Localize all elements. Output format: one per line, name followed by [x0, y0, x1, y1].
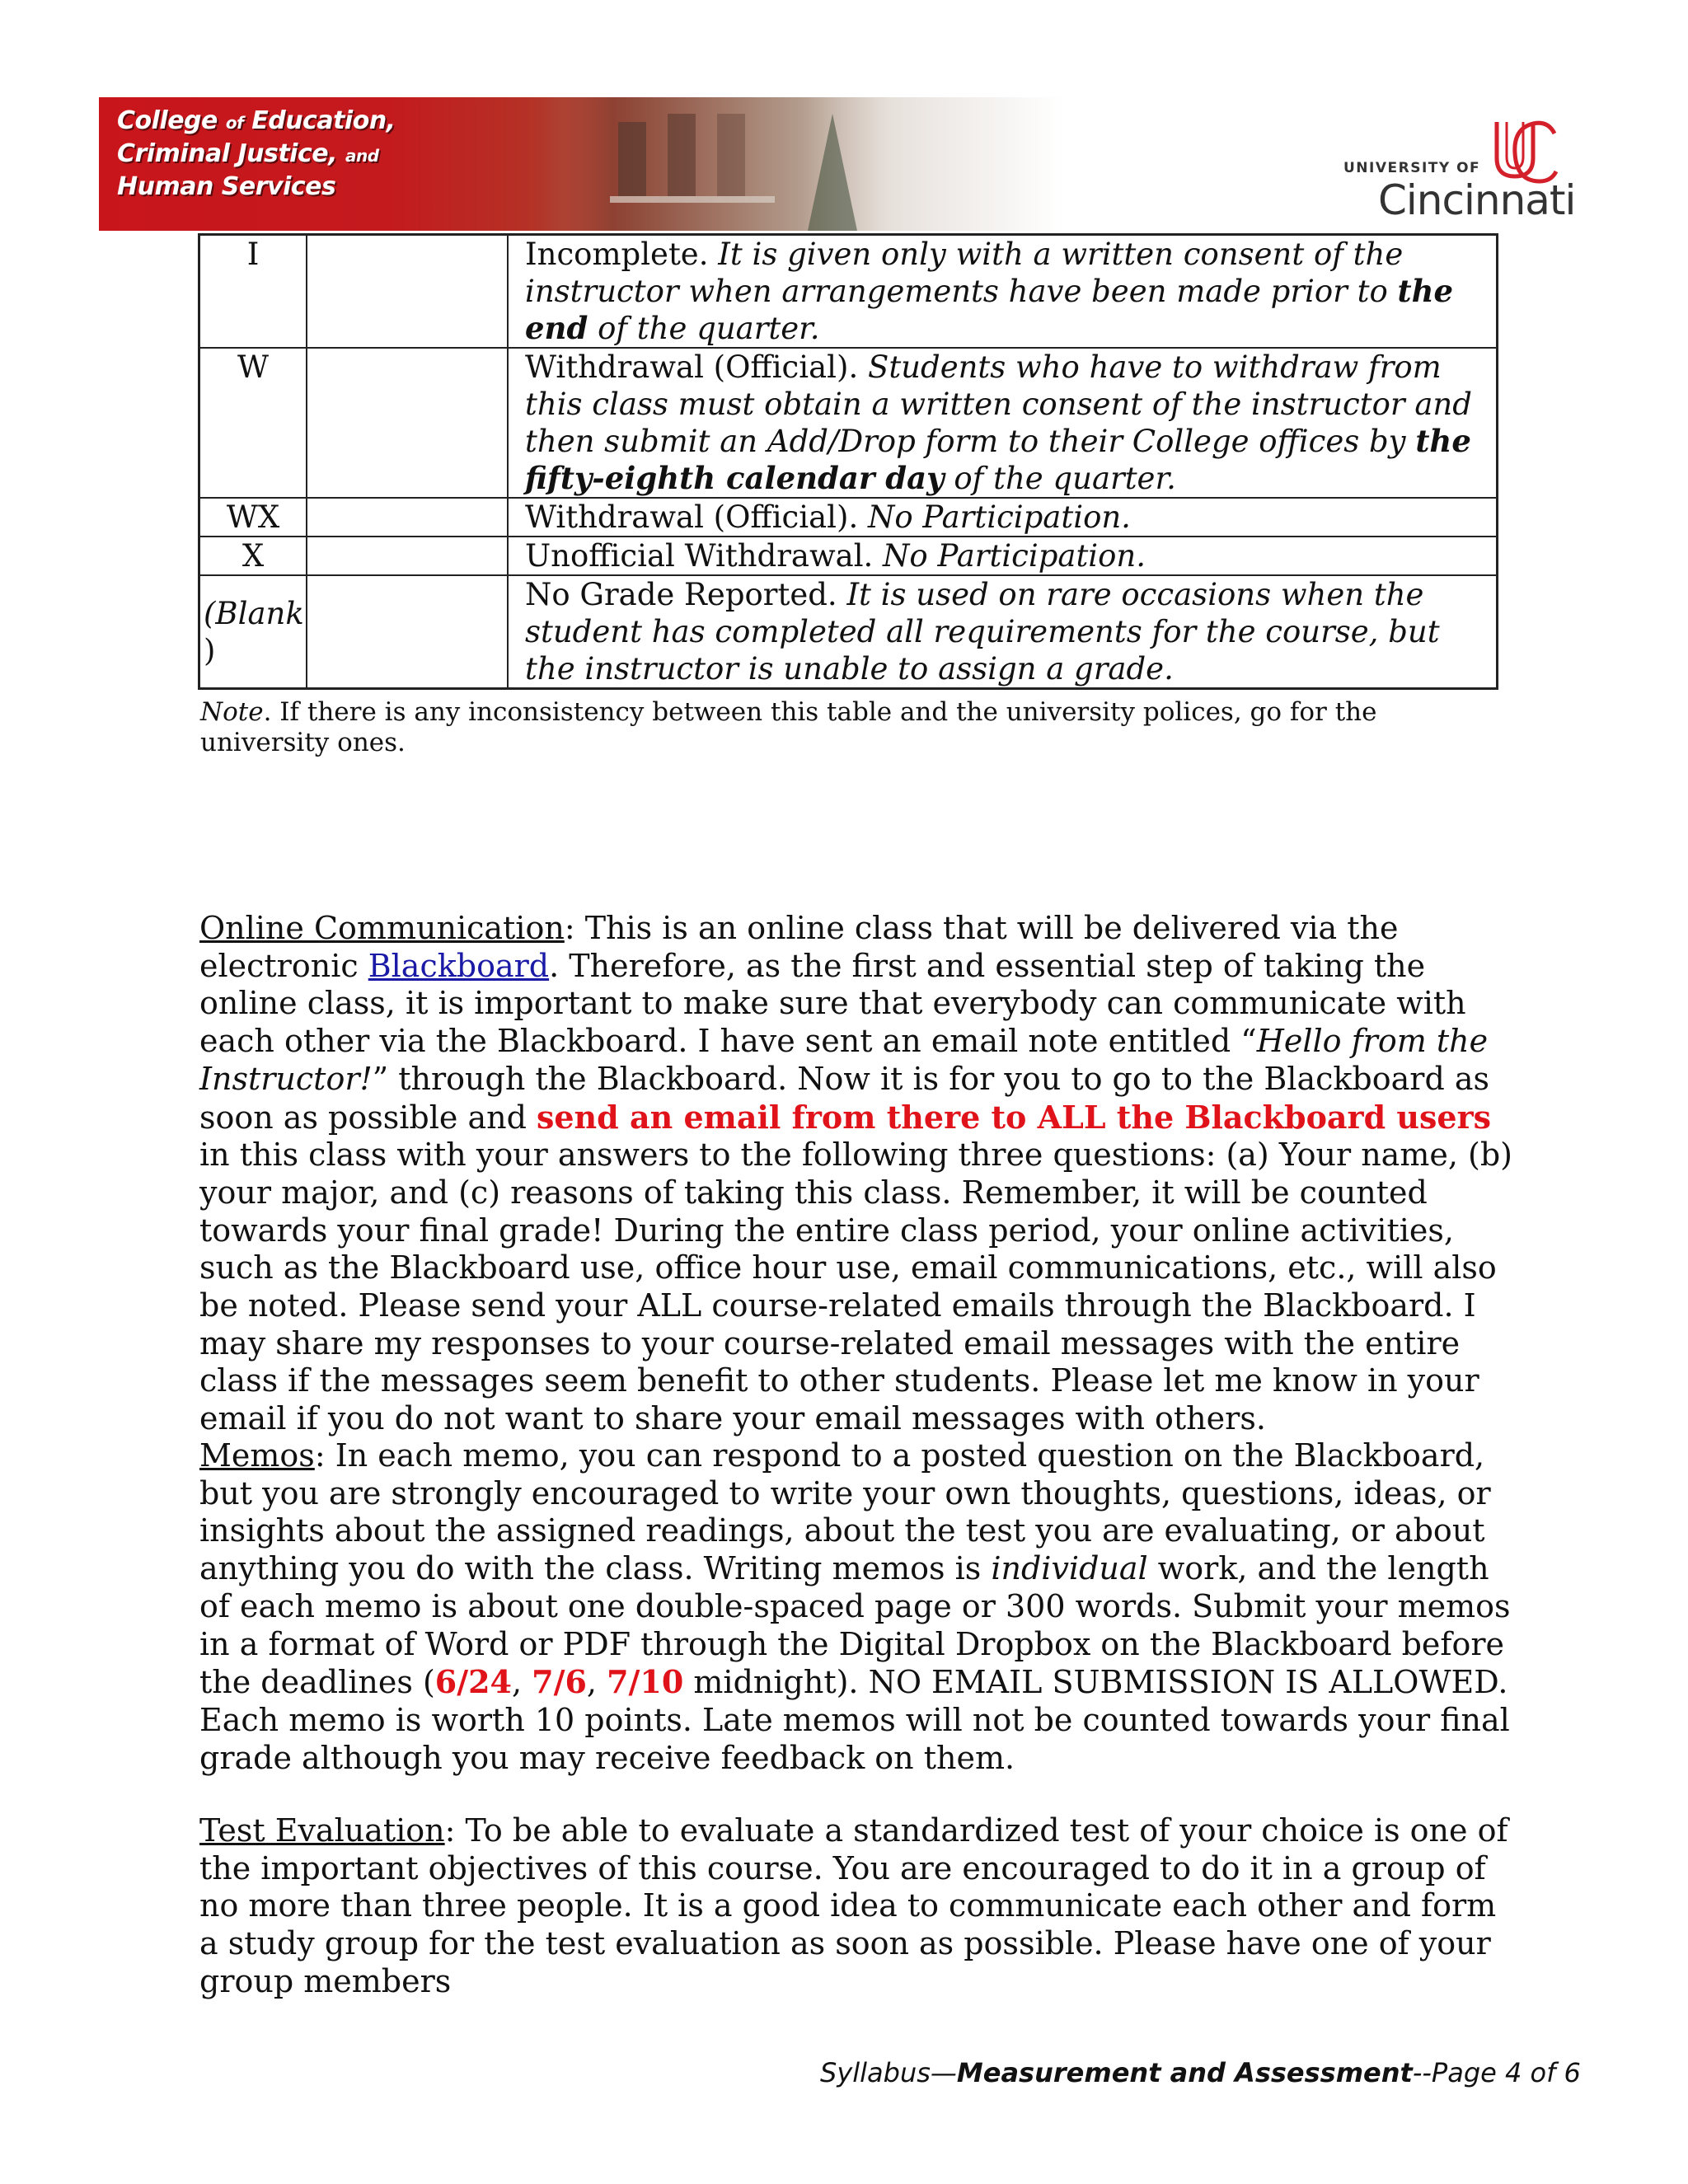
- college-banner: [99, 97, 1063, 231]
- grade-cell: I: [199, 235, 307, 349]
- table-row: [199, 575, 1498, 689]
- grade-cell: X: [199, 537, 307, 575]
- grade-cell-blank: (Blank ): [199, 575, 307, 689]
- table-note: Note. If there is any inconsistency between this table and the university polices, go for the university ones.: [200, 697, 1377, 757]
- empty-cell: [307, 575, 508, 689]
- page-footer: Syllabus—Measurement and Assessment--Page 4 of 6: [820, 2057, 1581, 2088]
- description-cell: Incomplete. It is given only with a written consent of the instructor when arrangements have been made prior to the end of the quarter.: [508, 235, 1498, 349]
- description-cell: No Grade Reported. It is used on rare occasions when the student has completed all requirements for the course, but the instructor is unable to assign a grade.: [508, 575, 1498, 689]
- uc-university-of: UNIVERSITY OF: [1343, 160, 1481, 176]
- empty-cell: [307, 537, 508, 575]
- description-cell: Withdrawal (Official). Students who have to withdraw from this class must obtain a written consent of the instructor and then submit an Add/Drop form to their College offices by the fifty-eighth calendar day of the quarter.: [508, 348, 1498, 498]
- grade-table: [198, 233, 1498, 690]
- online-communication-heading: Online Communication: [199, 910, 565, 946]
- test-evaluation-heading: Test Evaluation: [199, 1812, 445, 1849]
- empty-cell: [307, 498, 508, 537]
- table-row: [199, 537, 1498, 575]
- deadline-date: 7/10: [607, 1663, 684, 1701]
- empty-cell: [307, 348, 508, 498]
- test-evaluation-paragraph: Test Evaluation: To be able to evaluate a standardized test of your choice is one of the important objectives of this course. You are encouraged to do it in a group of no more than three people. It is a good idea to communicate each other and form a study group for the test evaluation as soon as possible. Please have one of your group members: [199, 1812, 1508, 1999]
- grade-cell: WX: [199, 498, 307, 537]
- memos-heading: Memos: [199, 1437, 315, 1474]
- description-cell: Unofficial Withdrawal. No Participation.: [508, 537, 1498, 575]
- blackboard-link[interactable]: Blackboard: [368, 947, 550, 984]
- deadline-date: 6/24: [434, 1663, 512, 1701]
- online-communication-paragraph: Online Communication: This is an online class that will be delivered via the electronic Blackboard. Therefore, as the first and essential step of taking the online class, it is important to make sure that everybody can communicate with each other via the Blackboard. I have sent an email note entitled “Hello from the Instructor!” through the Blackboard. Now it is for you to go to the Blackboard as soon as possible and send an email from there to ALL the Blackboard users in this class with your answers to the following three questions: (a) Your name, (b) your major, and (c) reasons of taking this class. Remember, it will be counted towards your final grade! During the entire class period, your online activities, such as the Blackboard use, office hour use, email communications, etc., will also be noted. Please send your ALL course-related emails through the Blackboard. I may share my responses to your course-related email messages with the entire class if the messages seem benefit to other students. Please let me know in your email if you do not want to share your email messages with others.: [199, 910, 1512, 1437]
- table-row: [199, 498, 1498, 537]
- grade-cell: W: [199, 348, 307, 498]
- email-instruction-emphasis: send an email from there to ALL the Blackboard users: [536, 1098, 1491, 1136]
- memos-paragraph: Memos: In each memo, you can respond to a posted question on the Blackboard, but you are strongly encouraged to write your own thoughts, questions, ideas, or insights about the assigned readings, about the test you are evaluating, or about anything you do with the class. Writing memos is individual work, and the length of each memo is about one double-spaced page or 300 words. Submit your memos in a format of Word or PDF through the Digital Dropbox on the Blackboard before the deadlines (6/24, 7/6, 7/10 midnight). NO EMAIL SUBMISSION IS ALLOWED. Each memo is worth 10 points. Late memos will not be counted towards your final grade although you may receive feedback on them.: [199, 1437, 1511, 1776]
- uc-name: Cincinnati: [1378, 176, 1576, 224]
- deadline-date: 7/6: [532, 1663, 587, 1701]
- uc-logo: [1343, 115, 1582, 223]
- empty-cell: [307, 235, 508, 349]
- college-name: College of Education, Criminal Justice, and Human Services: [117, 106, 396, 201]
- table-row: [199, 235, 1498, 349]
- table-row: [199, 348, 1498, 498]
- building-photo: [560, 97, 907, 231]
- description-cell: Withdrawal (Official). No Participation.: [508, 498, 1498, 537]
